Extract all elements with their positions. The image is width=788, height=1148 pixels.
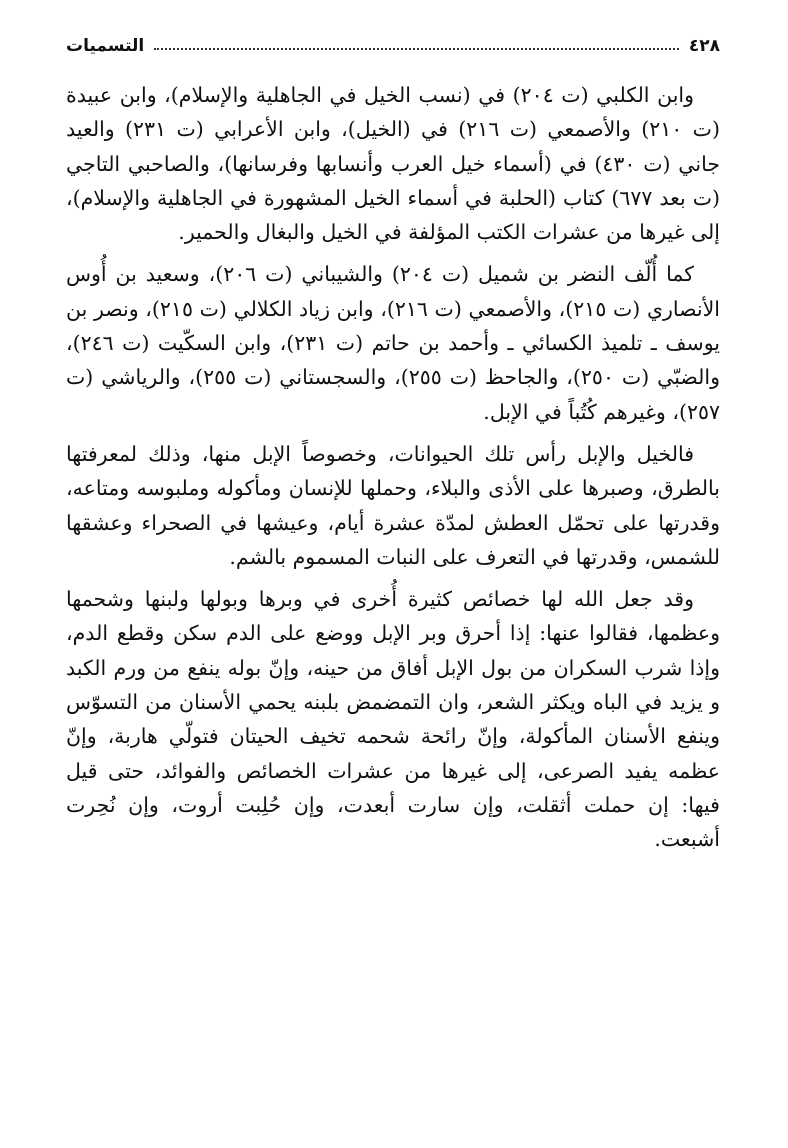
paragraph-2: كما أُلّف النضر بن شميل (ت ٢٠٤) والشيباني (ت ٢٠٦)، وسعيد بن أُوس الأنصاري (ت ٢١٥)، والأصمعي (ت ٢١٦)، وابن زياد الكلالي (ت ٢١٥)، ونصر بن يوسف ـ تلميذ الكسائي ـ وأحمد بن حاتم (ت ٢٣١)، وابن السكّيت (ت ٢٤٦)، والضبّي (ت ٢٥٠)، والجاحظ (ت ٢٥٥)، والسجستاني (ت ٢٥٥)، والرياشي (ت ٢٥٧)، وغيرهم كُتُباً في الإبل. bbox=[66, 262, 721, 424]
running-header bbox=[66, 28, 720, 56]
paragraph-4: وقد جعل الله لها خصائص كثيرة أُخرى في وبرها وبولها ولبنها وشحمها وعظمها، فقالوا عنها: إذا أحرق وبر الإبل ووضع على الدم سكن وقطع الدم، وإذا شرب السكران من بول الإبل أفاق من حينه، وإنّ بوله ينفع من ورم الكبد و يزيد في الباه ويكثر الشعر، وان التمضمض بلبنه يحمي الأسنان من التسوّس وينفع الأسنان المأكولة، وإنّ رائحة شحمه تخيف الحيتان فتولّي هاربة، وإنّ عظمه يفيد الصرعى، إلى غيرها من عشرات الخصائص والفوائد، حتى قيل فيها: إن حملت أثقلت، وإن سارت أبعدت، وإن حُلِبت أروت، وإن نُحِرت أشبعت. bbox=[66, 587, 720, 852]
chapter-title: التسميات bbox=[66, 36, 145, 56]
page-number: ٤٢٨ bbox=[688, 36, 720, 56]
paragraph-1: وابن الكلبي (ت ٢٠٤) في (نسب الخيل في الجاهلية والإسلام)، وابن عبيدة (ت ٢١٠) والأصمعي (ت ٢١٦) في (الخيل)، وابن الأعرابي (ت ٢٣١) والعيد جاني (ت ٤٣٠) في (أسماء خيل العرب وأنسابها وفرسانها)، والصاحبي التاجي (ت بعد ٦٧٧) كتاب (الحلبة في أسماء الخيل المشهورة في الجاهلية والإسلام)، إلى غيرها من عشرات الكتب المؤلفة في الخيل والبغال والحمير. bbox=[66, 83, 721, 245]
paragraph-3: فالخيل والإبل رأس تلك الحيوانات، وخصوصاً الإبل منها، وذلك لمعرفتها بالطرق، وصبرها على الأذى والبلاء، وحملها للإنسان ومأكوله وملبوسه ومتاعه، وقدرتها على تحمّل العطش لمدّة عشرة أيام، وعيشها في الصحراء وعشقها للشمس، وقدرتها في التعرف على النبات المسموم بالشم. bbox=[66, 441, 720, 569]
body-text bbox=[66, 78, 720, 863]
dotted-leader bbox=[154, 48, 679, 50]
